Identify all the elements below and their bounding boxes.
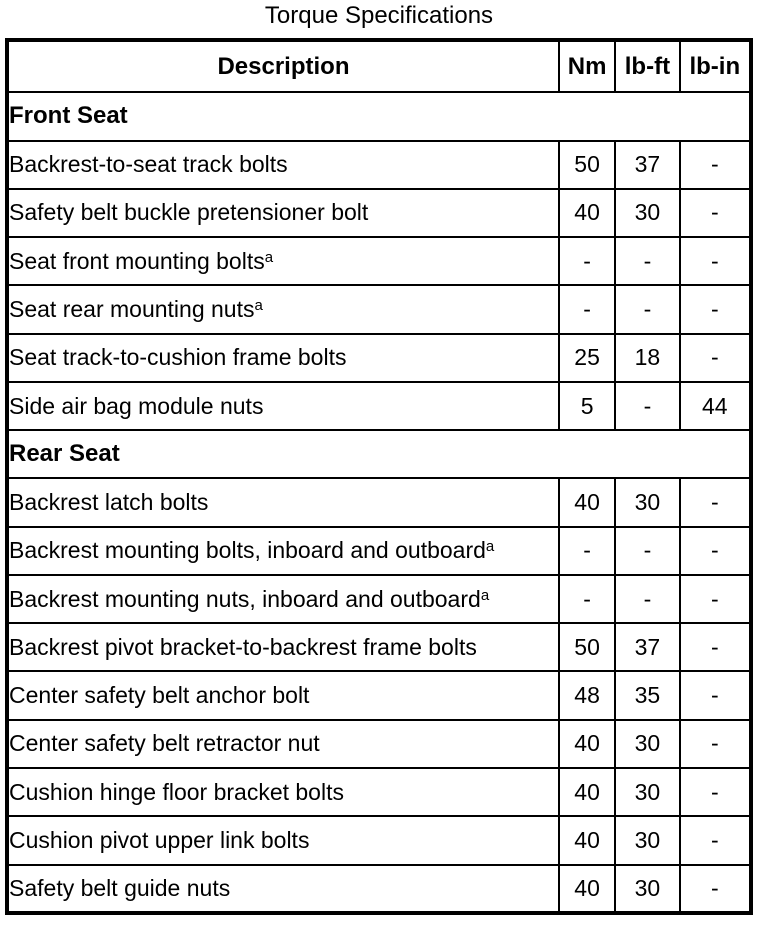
table-header-row — [7, 40, 751, 92]
row-nm-value: - — [559, 285, 615, 333]
row-lbft-value: 30 — [615, 720, 679, 768]
header-lbft: lb-ft — [615, 40, 679, 92]
table-row — [7, 478, 751, 526]
row-lbft-value: 35 — [615, 671, 679, 719]
row-nm-value: 48 — [559, 671, 615, 719]
row-description: Backrest-to-seat track bolts — [7, 141, 559, 189]
table-row — [7, 237, 751, 285]
table-row — [7, 623, 751, 671]
row-lbin-value: - — [680, 237, 751, 285]
row-nm-value: - — [559, 575, 615, 623]
table-row — [7, 720, 751, 768]
row-nm-value: 40 — [559, 816, 615, 864]
row-description: Side air bag module nuts — [7, 382, 559, 430]
table-row — [7, 816, 751, 864]
table-row — [7, 768, 751, 816]
row-lbft-value: - — [615, 527, 679, 575]
row-nm-value: 40 — [559, 865, 615, 913]
row-nm-value: 40 — [559, 720, 615, 768]
row-lbin-value: - — [680, 671, 751, 719]
table-row — [7, 189, 751, 237]
row-lbin-value: - — [680, 285, 751, 333]
table-row — [7, 141, 751, 189]
row-nm-value: 50 — [559, 623, 615, 671]
row-description: Backrest pivot bracket-to-backrest frame bolts — [7, 623, 559, 671]
row-lbft-value: 18 — [615, 334, 679, 382]
row-lbft-value: - — [615, 285, 679, 333]
row-description: Center safety belt retractor nut — [7, 720, 559, 768]
row-description: Seat front mounting bolts$^a$ — [7, 237, 559, 285]
row-lbin-value: - — [680, 141, 751, 189]
row-lbin-value: - — [680, 623, 751, 671]
table-row — [7, 285, 751, 333]
row-lbin-value: - — [680, 527, 751, 575]
row-lbft-value: - — [615, 382, 679, 430]
table-row — [7, 671, 751, 719]
row-nm-value: - — [559, 527, 615, 575]
section-title: Front Seat — [7, 92, 751, 140]
header-nm: Nm — [559, 40, 615, 92]
row-nm-value: 25 — [559, 334, 615, 382]
table-row — [7, 527, 751, 575]
row-description: Cushion pivot upper link bolts — [7, 816, 559, 864]
row-lbft-value: 37 — [615, 623, 679, 671]
row-description: Backrest mounting bolts, inboard and outboard$^a$ — [7, 527, 559, 575]
footnote-marker: a — [485, 538, 495, 556]
footnote-marker: a — [264, 248, 274, 266]
row-lbft-value: 30 — [615, 816, 679, 864]
row-nm-value: 40 — [559, 189, 615, 237]
row-nm-value: 5 — [559, 382, 615, 430]
row-lbin-value: - — [680, 189, 751, 237]
row-nm-value: 40 — [559, 768, 615, 816]
row-nm-value: 40 — [559, 478, 615, 526]
row-lbin-value: - — [680, 334, 751, 382]
row-description: Seat rear mounting nuts$^a$ — [7, 285, 559, 333]
table-row — [7, 382, 751, 430]
header-lbin: lb-in — [680, 40, 751, 92]
section-row-rear-seat — [7, 430, 751, 478]
row-lbft-value: 30 — [615, 478, 679, 526]
row-description: Seat track-to-cushion frame bolts — [7, 334, 559, 382]
footnote-marker: a — [254, 296, 263, 314]
row-lbin-value: - — [680, 768, 751, 816]
header-description: Description — [7, 40, 559, 92]
row-lbft-value: - — [615, 575, 679, 623]
row-lbin-value: - — [680, 865, 751, 913]
row-description: Center safety belt anchor bolt — [7, 671, 559, 719]
row-description: Cushion hinge floor bracket bolts — [7, 768, 559, 816]
row-description: Backrest latch bolts — [7, 478, 559, 526]
row-lbin-value: 44 — [680, 382, 751, 430]
row-nm-value: 50 — [559, 141, 615, 189]
footnote-marker: a — [480, 586, 490, 604]
row-lbin-value: - — [680, 816, 751, 864]
page-title: Torque Specifications — [264, 2, 494, 29]
row-description: Safety belt buckle pretensioner bolt — [7, 189, 559, 237]
row-lbin-value: - — [680, 720, 751, 768]
table-row — [7, 865, 751, 913]
row-lbft-value: 37 — [615, 141, 679, 189]
row-lbft-value: - — [615, 237, 679, 285]
row-lbft-value: 30 — [615, 768, 679, 816]
row-description: Backrest mounting nuts, inboard and outboard$^a$ — [7, 575, 559, 623]
row-lbft-value: 30 — [615, 189, 679, 237]
table-row — [7, 334, 751, 382]
row-lbin-value: - — [680, 478, 751, 526]
row-description: Safety belt guide nuts — [7, 865, 559, 913]
table-row — [7, 575, 751, 623]
section-row-front-seat — [7, 92, 751, 140]
torque-spec-table — [5, 38, 753, 915]
row-lbft-value: 30 — [615, 865, 679, 913]
row-lbin-value: - — [680, 575, 751, 623]
section-title: Rear Seat — [7, 430, 751, 478]
row-nm-value: - — [559, 237, 615, 285]
